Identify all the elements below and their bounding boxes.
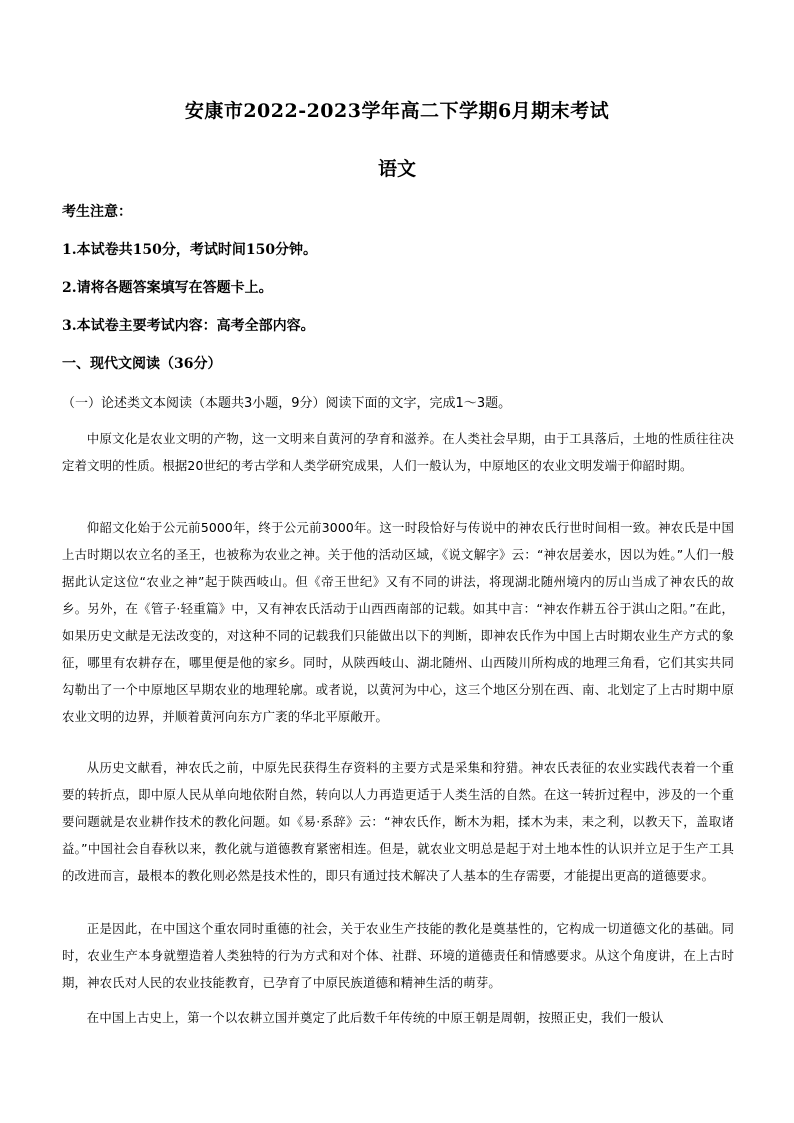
exam-title: 安康市2022-2023学年高二下学期6月期末考试 xyxy=(184,100,610,122)
section-subheading: （一）论述类文本阅读（本题共3小题，9分）阅读下面的文字，完成1～3题。 xyxy=(62,396,512,411)
subject-title: 语文 xyxy=(377,158,416,180)
passage-paragraph-4: 正是因此，在中国这个重农同时重德的社会，关于农业生产技能的教化是奠基性的，它构成一切道德文化的基础。同时，农业生产本身就塑造着人类独特的行为方式和对个体、社群、环境的道德责任和情感要求。从这个角度讲，在上古时期，神农氏对人民的农业技能教育，已孕育了中原民族道德和精神生活的萌芽。 xyxy=(62,921,734,990)
notice-heading: 考生注意： xyxy=(62,204,132,220)
section-heading: 一、现代文阅读（36分） xyxy=(62,356,222,372)
notice-item-2: 2.请将各题答案填写在答题卡上。 xyxy=(62,280,273,296)
notice-item-1: 1.本试卷共150分，考试时间150分钟。 xyxy=(62,242,318,258)
passage-paragraph-1: 中原文化是农业文明的产物，这一文明来自黄河的孕育和滋养。在人类社会早期，由于工具落后，土地的性质往往决定着文明的性质。根据20世纪的考古学和人类学研究成果，人们一般认为，中原地区的农业文明发端于仰韶时期。 xyxy=(62,431,734,473)
passage-paragraph-5: 在中国上古史上，第一个以农耕立国并奠定了此后数千年传统的中原王朝是周朝，按照正史，我们一般认 xyxy=(86,1010,664,1025)
passage-paragraph-2: 仰韶文化始于公元前5000年，终于公元前3000年。这一时段恰好与传说中的神农氏行世时间相一致。神农氏是中国上古时期以农立名的圣王，也被称为农业之神。关于他的活动区域，《说文解字》云：“神农居姜水，因以为姓。”人们一般据此认定这位“农业之神”起于陕西岐山。但《帝王世纪》又有不同的讲法，将现湖北随州境内的厉山当成了神农氏的故乡。另外，在《管子·轻重篇》中，又有神农氏活动于山西西南部的记载。如其中言：“神农作耕五谷于淇山之阳。”在此，如果历史文献是无法改变的，对这种不同的记载我们只能做出以下的判断，即神农氏作为中国上古时期农业生产方式的象征，哪里有农耕存在，哪里便是他的家乡。同时，从陕西岐山、湖北随州、山西陵川所构成的地理三角看，它们其实共同勾勒出了一个中原地区早期农业的地理轮廓。或者说，以黄河为中心，这三个地区分别在西、南、北划定了上古时期中原农业文明的边界，并顺着黄河向东方广袤的华北平原敞开。 xyxy=(62,520,734,724)
notice-item-3: 3.本试卷主要考试内容：高考全部内容。 xyxy=(62,318,315,334)
passage-paragraph-3: 从历史文献看，神农氏之前，中原先民获得生存资料的主要方式是采集和狩猎。神农氏表征的农业实践代表着一个重要的转折点，即中原人民从单向地依附自然，转向以人力再造更适于人类生活的自然。在这一转折过程中，涉及的一个重要问题就是农业耕作技术的教化问题。如《易·系辞》云：“神农氏作，断木为耜，揉木为耒，耒之利，以教天下，盖取诸益。”中国社会自春秋以来，教化就与道德教育紧密相连。但是，就农业文明总是起于对土地本性的认识并立足于生产工具的改进而言，最根本的教化则必然是技术性的，即只有通过技术解决了人基本的生存需要，才能提出更高的道德要求。 xyxy=(62,760,734,883)
